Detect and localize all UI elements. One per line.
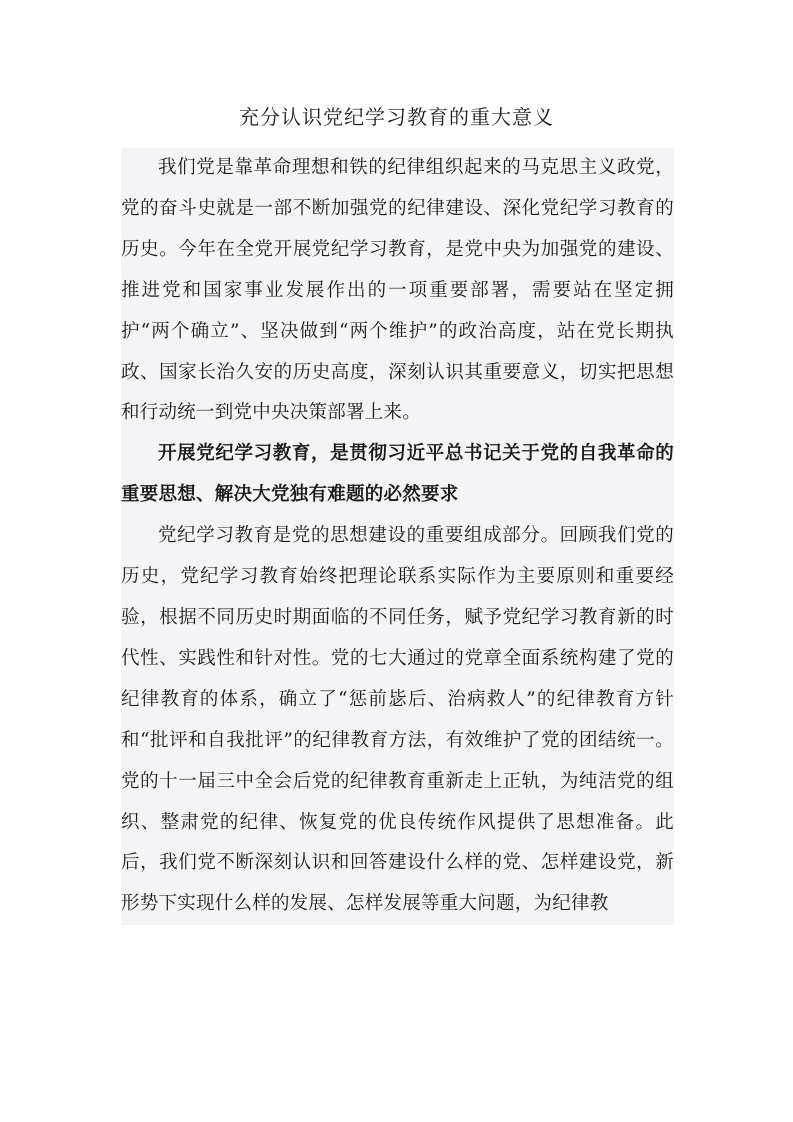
document-body: [121, 148, 674, 925]
body-paragraph: 党纪学习教育是党的思想建设的重要组成部分。回顾我们党的历史，党纪学习教育始终把理论联系实际作为主要原则和重要经验，根据不同历史时期面临的不同任务，赋予党纪学习教育新的时代性、实践性和针对性。党的七大通过的党章全面系统构建了党的纪律教育的体系，确立了“惩前毖后、治病救人”的纪律教育方针和“批评和自我批评”的纪律教育方法，有效维护了党的团结统一。党的十一届三中全会后党的纪律教育重新走上正轨，为纯洁党的组织、整肃党的纪律、恢复党的优良传统作风提供了思想准备。此后，我们党不断深刻认识和回答建设什么样的党、怎样建设党，新形势下实现什么样的发展、怎样发展等重大问题，为纪律教: [121, 525, 674, 915]
document-title: 充分认识党纪学习教育的重大意义: [239, 105, 554, 129]
section-heading: 开展党纪学习教育，是贯彻习近平总书记关于党的自我革命的重要思想、解决大党独有难题的必然要求: [121, 443, 674, 506]
intro-paragraph: 我们党是靠革命理想和铁的纪律组织起来的马克思主义政党，党的奋斗史就是一部不断加强党的纪律建设、深化党纪学习教育的历史。今年在全党开展党纪学习教育，是党中央为加强党的建设、推进党和国家事业发展作出的一项重要部署，需要站在坚定拥护“两个确立”、坚决做到“两个维护”的政治高度，站在党长期执政、国家长治久安的历史高度，深刻认识其重要意义，切实把思想和行动统一到党中央决策部署上来。: [121, 157, 674, 424]
